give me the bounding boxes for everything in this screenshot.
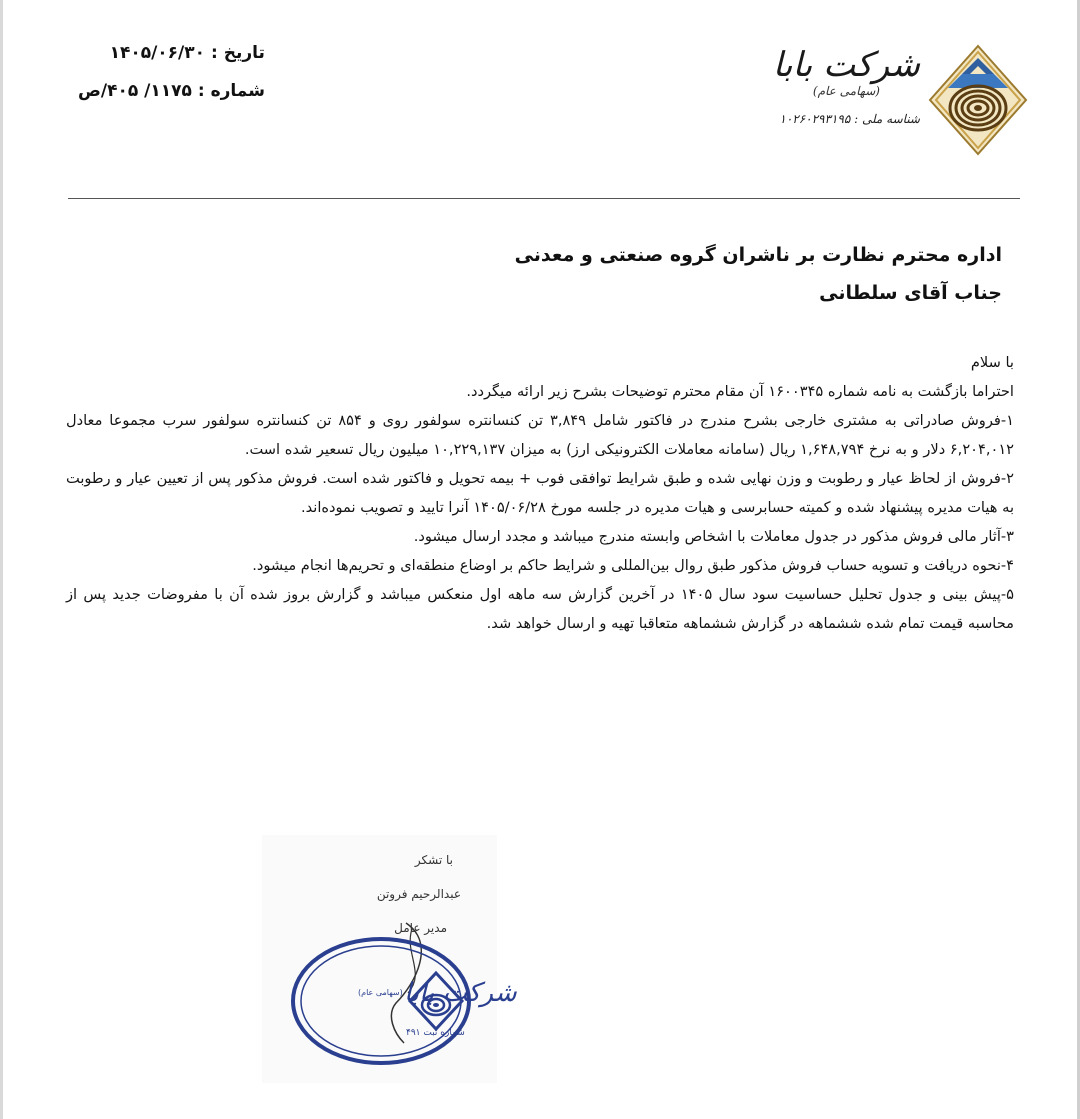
- body-item-4: ۴-نحوه دریافت و تسویه حساب فروش مذکور طبق روال بین‌المللی و شرایط حاکم بر اوضاع منطقه‌ای و تحریم‌ها انجام میشود.: [252, 557, 1014, 574]
- logo-company-name: شرکت بابا: [772, 45, 920, 85]
- letter-meta: [78, 34, 265, 110]
- addressee-line-1: اداره محترم نظارت بر ناشران گروه صنعتی و معدنی: [514, 244, 1002, 266]
- logo-emblem-icon: [928, 44, 1028, 156]
- stamp-subtitle: (سهامی عام): [358, 988, 403, 997]
- signature-title: مدیر عامل: [394, 921, 447, 935]
- number-label: شماره :: [197, 81, 265, 101]
- number-row: [78, 72, 265, 110]
- number-value: ۱۱۷۵/ ۴۰۵/ص: [78, 81, 192, 101]
- addressee: [515, 236, 1002, 312]
- date-value: ۱۴۰۵/۰۶/۳۰: [109, 43, 206, 63]
- date-label: تاریخ :: [211, 43, 265, 63]
- body-item-1: ۱-فروش صادراتی به مشتری خارجی بشرح مندرج در فاکتور شامل ۳,۸۴۹ تن کنسانتره سولفور روی و ۸۵۴ تن کنسانتره سولفور سرب مجموعا معادل ۶,۲۰۴,۰۱۲ دلار و به نرخ ۱,۶۴۸,۷۹۴ ریال (سامانه معاملات الکترونیکی ارز) به میزان ۱۰,۲۲۹,۱۳۷ میلیون ریال تسعیر شده است.: [66, 412, 1014, 458]
- stamp-name: شرکت بابا: [404, 978, 517, 1008]
- signature-block: [262, 835, 517, 1083]
- intro-paragraph: احتراما بازگشت به نامه شماره ۱۶۰۰۳۴۵ آن مقام محترم توضیحات بشرح زیر ارائه میگردد.: [466, 383, 1014, 400]
- signature-name: عبدالرحیم فروتن: [376, 887, 461, 901]
- letter-body: [66, 348, 1014, 638]
- body-item-3: ۳-آثار مالی فروش مذکور در جدول معاملات با اشخاص وابسته مندرج میباشد و مجدد ارسال میشود.: [413, 528, 1014, 545]
- greeting: با سلام: [970, 354, 1014, 371]
- stamp-registration: شماره ثبت ۴۹۱: [406, 1028, 465, 1038]
- body-item-2: ۲-فروش از لحاظ عیار و رطوبت و وزن نهایی شده و طبق شرایط توافقی فوب + بیمه تحویل و فاکتور شده است. فروش مذکور پس از تعیین عیار و رطوبت به هیات مدیره پیشنهاد شده و کمیته حسابرسی و هیات مدیره در جلسه مورخ ۱۴۰۵/۰۶/۲۸ آنرا تایید و تصویب نموده‌اند.: [66, 470, 1014, 516]
- logo-subtitle: (سهامی عام): [812, 84, 880, 98]
- logo-text: [773, 42, 920, 126]
- addressee-line-2: جناب آقای سلطانی: [819, 282, 1002, 304]
- company-stamp-icon: [286, 923, 517, 1073]
- signature-closing: با تشکر: [414, 853, 453, 867]
- logo-national-id: شناسه ملی : ۱۰۲۶۰۲۹۳۱۹۵: [779, 112, 920, 126]
- date-row: [78, 34, 265, 72]
- body-item-5: ۵-پیش بینی و جدول تحلیل حساسیت سود سال ۱۴۰۵ در آخرین گزارش سه ماهه اول منعکس میباشد و گزارش بروز شده آن با مفروضات جدید پس از محاسبه قیمت تمام شده ششماهه در گزارش ششماهه متعاقبا تهیه و ارسال خواهد شد.: [66, 586, 1015, 632]
- header-divider: [68, 198, 1020, 199]
- company-logo: [772, 36, 1032, 170]
